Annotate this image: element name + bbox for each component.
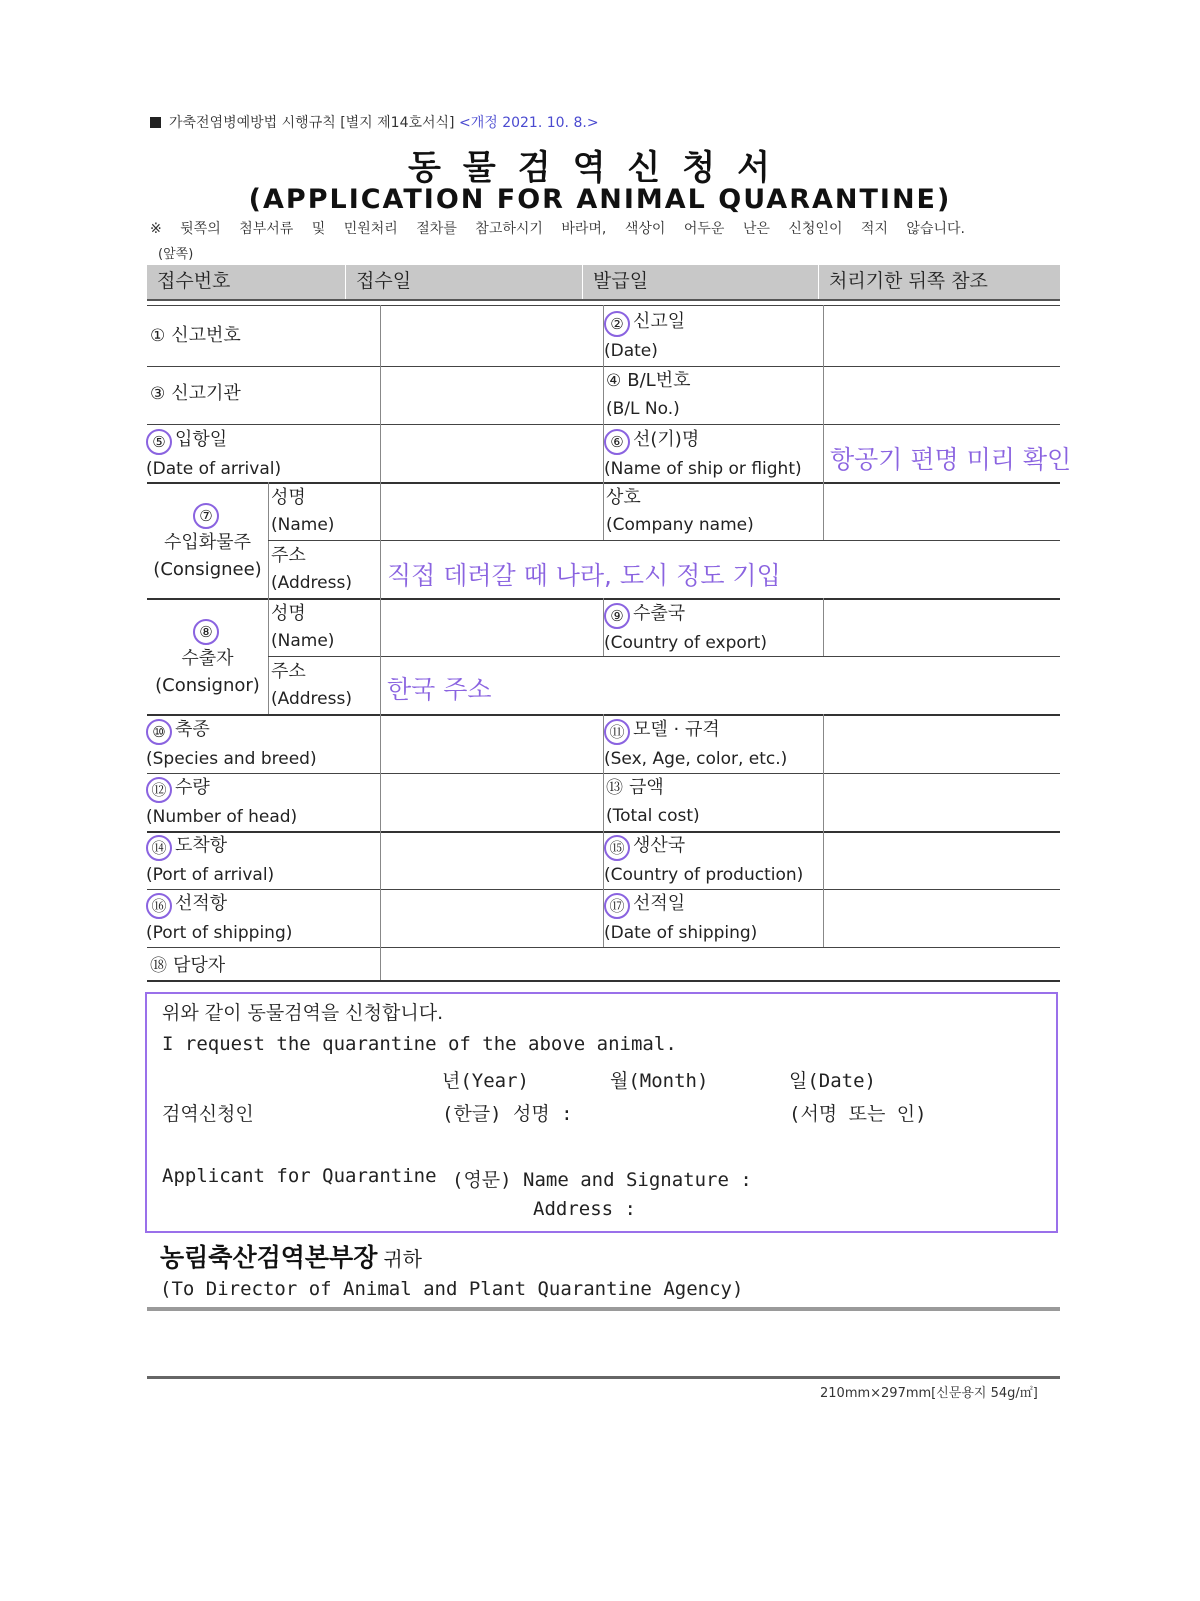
title-korean: 동물검역신청서 [408, 148, 792, 188]
field-label-en: (Country of production) [604, 865, 804, 885]
shipping-port-label [146, 890, 292, 947]
bottom-rule [147, 1307, 1060, 1311]
arrival-date-label [146, 426, 281, 483]
english-name-signature-label: (영문) Name and Signature : [452, 1169, 752, 1191]
ship-flight-name-label [604, 426, 802, 483]
row-divider [268, 656, 380, 657]
field-label-en: (Port of arrival) [146, 865, 275, 885]
field-label: 주소 [271, 545, 306, 566]
revision-date: <개정 2021. 10. 8.> [458, 115, 599, 131]
field-label: 도착항 [175, 835, 228, 856]
field-number: ④ [606, 371, 622, 391]
circled-marker: ⑦ [193, 503, 219, 529]
bl-number-label [606, 367, 690, 423]
model-spec-label [604, 716, 787, 773]
field-label-en: (Address) [271, 573, 352, 593]
column-divider [823, 714, 824, 947]
recipient-english: (To Director of Animal and Plant Quarantine Agency) [160, 1278, 744, 1300]
signature-seal-label: (서명 또는 인) [789, 1103, 927, 1125]
circled-marker: ⑪ [604, 719, 630, 745]
circled-marker: ⑮ [604, 835, 630, 861]
field-label: 수입화물주 [164, 532, 251, 553]
column-divider [823, 598, 824, 656]
field-label-en: (Date) [604, 341, 658, 361]
applicant-korean-label: 검역신청인 [162, 1103, 254, 1125]
watermark: atelier_handsforpaws [1056, 1587, 1185, 1601]
field-label-en: (Total cost) [606, 806, 700, 826]
recipient-name: 농림축산검역본부장 [160, 1243, 378, 1272]
field-label: 선적항 [175, 893, 228, 914]
field-label: 축종 [175, 719, 210, 740]
field-label-en: (Name of ship or flight) [604, 459, 802, 479]
english-address-label: Address : [533, 1198, 636, 1220]
flight-note: 항공기 편명 미리 확인 [830, 445, 1072, 474]
report-number-label [150, 322, 241, 350]
field-label-en: (Sex, Age, color, etc.) [604, 749, 788, 769]
species-breed-label [146, 716, 317, 773]
field-label-en: (Port of shipping) [146, 923, 293, 943]
consignor-label [147, 616, 268, 699]
declaration-korean: 위와 같이 동물검역을 신청합니다. [162, 1002, 444, 1024]
consignor-address-label [271, 658, 352, 713]
arrival-port-label [146, 832, 274, 889]
circled-marker: ⑨ [604, 603, 630, 629]
circled-marker: ⑯ [146, 893, 172, 919]
consignee-address-label [271, 542, 352, 597]
circled-marker: ⑰ [604, 893, 630, 919]
field-label: 선적일 [633, 893, 686, 914]
square-bullet-icon [150, 117, 161, 128]
production-country-label [604, 832, 803, 889]
receipt-date-label: 접수일 [346, 265, 583, 299]
person-in-charge-label [150, 952, 225, 980]
column-divider [380, 305, 381, 980]
field-label: 수출자 [181, 648, 234, 669]
circled-marker: ⑥ [604, 429, 630, 455]
field-label-en: (Date of shipping) [604, 923, 758, 943]
consignee-label [147, 500, 268, 583]
consignee-name-label [271, 484, 334, 539]
circled-marker: ⑧ [193, 619, 219, 645]
field-label: 생산국 [633, 835, 686, 856]
quantity-label [146, 774, 297, 831]
row-divider [380, 540, 1060, 541]
field-label-en: (Consignor) [155, 675, 260, 696]
field-label-en: (Species and breed) [146, 749, 317, 769]
row-divider [268, 540, 380, 541]
circled-marker: ② [604, 311, 630, 337]
field-label: 담당자 [173, 955, 226, 976]
circled-marker: ⑤ [146, 429, 172, 455]
field-label-en: (Consignee) [153, 559, 262, 580]
field-label: 선(기)명 [633, 429, 700, 450]
circled-marker: ⑫ [146, 777, 172, 803]
column-divider [823, 305, 824, 540]
footer-rule [147, 1376, 1060, 1379]
field-label-en: (Name) [271, 515, 335, 535]
field-label: 성명 [271, 603, 306, 624]
korean-name-label: (한글) 성명 : [442, 1103, 573, 1125]
field-label-en: (Country of export) [604, 633, 768, 653]
title-english: (APPLICATION FOR ANIMAL QUARANTINE) [248, 184, 952, 215]
field-label: 신고일 [633, 311, 686, 332]
row-divider [147, 980, 1060, 982]
recipient-korean [160, 1238, 422, 1274]
export-country-label [604, 600, 767, 657]
consignor-address-note: 한국 주소 [387, 675, 492, 704]
field-label-en: (Number of head) [146, 807, 298, 827]
field-label: 입항일 [175, 429, 228, 450]
issue-date-label: 발급일 [583, 265, 819, 299]
field-number: ① [150, 326, 166, 346]
front-side-label: (앞쪽) [158, 247, 194, 262]
consignor-name-label [271, 600, 334, 655]
field-label: 모델 · 규격 [633, 719, 720, 740]
row-divider [147, 947, 1060, 948]
field-number: ⑬ [606, 778, 623, 798]
column-divider [268, 482, 269, 714]
total-cost-label [606, 774, 700, 830]
field-label-en: (B/L No.) [606, 399, 680, 419]
field-label: 수량 [175, 777, 210, 798]
form-reference [150, 112, 599, 132]
field-label-en: (Company name) [606, 515, 754, 535]
month-label: 월(Month) [610, 1070, 709, 1092]
reporting-agency-label [150, 380, 241, 408]
field-label: 주소 [271, 661, 306, 682]
consignee-address-note: 직접 데려갈 때 나라, 도시 정도 기입 [387, 561, 781, 590]
instruction-notice: ※ 뒷쪽의 첨부서류 및 민원처리 절차를 참고하시기 바라며, 색상이 어두운 난은 신청인이 적지 않습니다. [150, 221, 965, 237]
processing-deadline-label: 처리기한 뒤쪽 참조 [829, 270, 988, 292]
recipient-honorific: 귀하 [383, 1247, 422, 1271]
company-name-label [606, 484, 754, 539]
report-date-label [604, 308, 685, 365]
circled-marker: ⑩ [146, 719, 172, 745]
paper-spec: 210mm×297mm[신문용지 54g/㎡] [820, 1386, 1038, 1401]
field-label: B/L번호 [627, 370, 691, 391]
day-label: 일(Date) [789, 1070, 876, 1092]
field-label: 금액 [629, 777, 664, 798]
office-use-bar [147, 265, 1060, 301]
field-label: 신고번호 [171, 325, 241, 346]
receipt-number-label: 접수번호 [147, 265, 346, 299]
field-label: 수출국 [633, 603, 686, 624]
shipping-date-label [604, 890, 757, 947]
field-number: ③ [150, 384, 166, 404]
year-label: 년(Year) [442, 1070, 529, 1092]
field-label: 신고기관 [171, 383, 241, 404]
field-number: ⑱ [150, 956, 167, 976]
applicant-english-label: Applicant for Quarantine [162, 1165, 437, 1187]
field-label-en: (Address) [271, 689, 352, 709]
field-label-en: (Name) [271, 631, 335, 651]
field-label: 상호 [606, 487, 641, 508]
declaration-english: I request the quarantine of the above animal. [162, 1033, 677, 1055]
field-label-en: (Date of arrival) [146, 459, 282, 479]
field-label: 성명 [271, 487, 306, 508]
form-reference-text: 가축전염병예방법 시행규칙 [별지 제14호서식] [169, 115, 455, 131]
circled-marker: ⑭ [146, 835, 172, 861]
